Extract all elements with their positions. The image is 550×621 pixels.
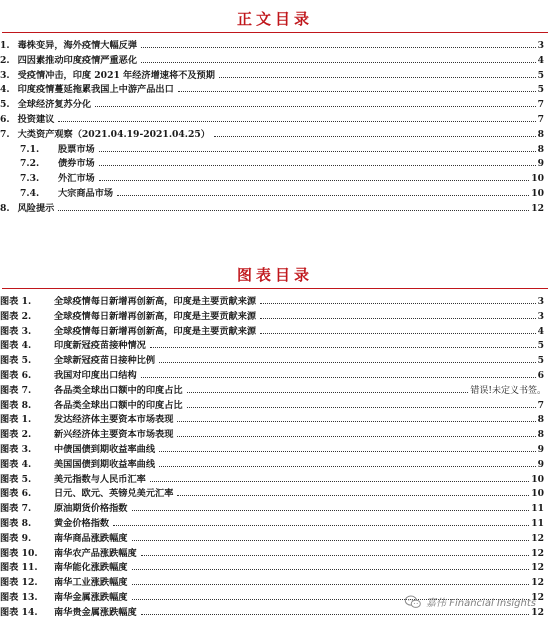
figure-entry-text: 美国国债到期收益率曲线 bbox=[54, 458, 156, 470]
figure-entry-number: 图表 8. bbox=[0, 517, 32, 529]
toc-entry-text: 四因素推动印度疫情严重恶化 bbox=[17, 54, 138, 66]
toc-entry-text: 大宗商品市场 bbox=[58, 187, 114, 199]
figure-entry-text: 中债国债到期收益率曲线 bbox=[54, 443, 156, 455]
figure-entry-page: 3 bbox=[537, 310, 544, 322]
toc-entry[interactable] bbox=[0, 127, 550, 142]
figure-entry-text: 南华能化涨跌幅度 bbox=[54, 562, 128, 574]
toc-entry-number: 7. bbox=[0, 128, 10, 140]
toc-entry-page: 8 bbox=[537, 128, 544, 140]
toc-entry-label bbox=[20, 172, 97, 186]
figure-entry-label bbox=[0, 339, 148, 353]
figure-entry[interactable] bbox=[0, 486, 550, 501]
figure-entry-page: 12 bbox=[531, 532, 544, 544]
figure-entry-text: 全球疫情每日新增再创新高，印度是主要贡献来源 bbox=[54, 310, 257, 322]
dot-leader bbox=[141, 368, 536, 378]
figure-entry[interactable] bbox=[0, 338, 550, 353]
toc-entry-label bbox=[0, 39, 139, 53]
toc-entry[interactable] bbox=[0, 186, 550, 201]
toc-entry-number: 2. bbox=[0, 54, 10, 66]
figure-entry-label bbox=[0, 384, 185, 398]
toc-entry-page: 3 bbox=[537, 40, 544, 51]
dot-leader bbox=[117, 186, 529, 196]
figure-entry-number: 图表 8. bbox=[0, 399, 32, 411]
figure-entry-label bbox=[0, 413, 175, 427]
dot-leader bbox=[260, 309, 535, 319]
toc-entry-page: 12 bbox=[531, 202, 544, 214]
toc-entry[interactable] bbox=[0, 156, 550, 171]
dot-leader bbox=[177, 486, 529, 496]
figure-entry-label bbox=[0, 591, 130, 605]
toc-entry-number: 7.2. bbox=[20, 158, 40, 170]
figure-entry-number: 图表 11. bbox=[0, 562, 38, 574]
bookmark-error-note: 错误!未定义书签。 bbox=[470, 385, 546, 396]
toc-entry-number: 5. bbox=[0, 99, 10, 111]
figure-entry-number: 图表 5. bbox=[0, 355, 32, 367]
dot-leader bbox=[150, 472, 529, 482]
figure-entry-label bbox=[0, 310, 258, 324]
figure-entry-label bbox=[0, 487, 175, 501]
figure-entry-label bbox=[0, 369, 139, 383]
toc-entry-text: 风险提示 bbox=[17, 202, 55, 214]
dot-leader bbox=[141, 53, 536, 63]
figure-entry-number: 图表 2. bbox=[0, 429, 32, 441]
dot-leader bbox=[58, 201, 529, 211]
dot-leader bbox=[99, 142, 536, 152]
figure-entry-number: 图表 1. bbox=[0, 414, 32, 426]
figure-entry-page: 8 bbox=[537, 414, 544, 426]
toc-entry-page: 5 bbox=[537, 84, 544, 96]
figure-entry-page: 12 bbox=[531, 606, 544, 618]
figure-entry-page: 12 bbox=[531, 577, 544, 589]
figure-entry-page: 6 bbox=[537, 369, 544, 381]
toc-entry[interactable] bbox=[0, 68, 550, 83]
toc-entry-label bbox=[0, 202, 56, 216]
dot-leader bbox=[150, 338, 536, 348]
figure-entry-page: 5 bbox=[537, 355, 544, 367]
figure-entry-label bbox=[0, 354, 157, 368]
figure-entry[interactable] bbox=[0, 457, 550, 472]
dot-leader bbox=[132, 501, 530, 511]
figure-entry-number: 图表 14. bbox=[0, 606, 38, 618]
toc-entry-text: 外汇市场 bbox=[58, 173, 95, 185]
dot-leader bbox=[187, 398, 536, 408]
toc-entry[interactable] bbox=[0, 142, 550, 157]
figure-entry[interactable] bbox=[0, 353, 550, 368]
figure-entry-text: 全球疫情每日新增再创新高，印度是主要贡献来源 bbox=[54, 296, 257, 307]
figure-entry-text: 各品类全球出口额中的印度占比 bbox=[54, 384, 183, 396]
toc-entry[interactable] bbox=[0, 82, 550, 97]
figure-entry[interactable] bbox=[0, 309, 550, 324]
figure-entry-number: 图表 1. bbox=[0, 296, 32, 307]
figure-entry-label bbox=[0, 458, 157, 472]
figure-entry-page: 7 bbox=[537, 399, 544, 411]
dot-leader bbox=[219, 68, 536, 78]
figure-entry-text: 南华工业涨跌幅度 bbox=[54, 577, 128, 589]
dot-leader bbox=[99, 171, 529, 181]
figure-entry[interactable] bbox=[0, 294, 550, 309]
figure-entry-text: 美元指数与人民币汇率 bbox=[54, 473, 146, 485]
toc-entry-label bbox=[0, 113, 56, 127]
figure-entry-text: 南华商品涨跌幅度 bbox=[54, 532, 128, 544]
figure-entry-number: 图表 9. bbox=[0, 532, 32, 544]
dot-leader bbox=[159, 457, 536, 467]
figure-entry-page: 4 bbox=[537, 325, 544, 337]
toc-entry-label bbox=[0, 128, 212, 142]
figure-entry-text: 全球新冠疫苗日接种比例 bbox=[54, 355, 156, 367]
figure-entry-page: 12 bbox=[531, 547, 544, 559]
toc-entry[interactable] bbox=[0, 171, 550, 186]
figure-entry[interactable] bbox=[0, 383, 550, 398]
figure-entry-label bbox=[0, 606, 139, 620]
toc-entry-number: 1. bbox=[0, 40, 10, 51]
toc-entry-page: 7 bbox=[537, 113, 544, 125]
figure-entry-number: 图表 4. bbox=[0, 340, 32, 352]
toc-entry-label bbox=[0, 54, 139, 68]
toc-entry-page: 7 bbox=[537, 99, 544, 111]
toc-entry-number: 6. bbox=[0, 113, 10, 125]
figure-entry-number: 图表 4. bbox=[0, 458, 32, 470]
figure-entry-label bbox=[0, 295, 258, 309]
figure-entry-number: 图表 3. bbox=[0, 443, 32, 455]
figure-entry-number: 图表 10. bbox=[0, 547, 38, 559]
toc-entry-page: 8 bbox=[537, 143, 544, 155]
figure-entry-page: 12 bbox=[531, 591, 544, 603]
figure-entry[interactable] bbox=[0, 560, 550, 575]
figure-entry-text: 印度新冠疫苗接种情况 bbox=[54, 340, 146, 352]
toc-entry-number: 7.4. bbox=[20, 187, 40, 199]
toc-entry-label bbox=[20, 157, 97, 171]
toc-entry-text: 全球经济复苏分化 bbox=[17, 99, 92, 111]
toc-entry-text: 受疫情冲击，印度 2021 年经济增速将不及预期 bbox=[17, 69, 215, 81]
figure-entry-page: 12 bbox=[531, 562, 544, 574]
figure-entry-number: 图表 2. bbox=[0, 310, 32, 322]
figure-entry-page: 3 bbox=[537, 296, 544, 307]
figure-entry-page: 9 bbox=[537, 458, 544, 470]
figure-entry-number: 图表 5. bbox=[0, 473, 32, 485]
dot-leader bbox=[177, 427, 535, 437]
figure-entry-label bbox=[0, 547, 139, 561]
figure-entry-label bbox=[0, 473, 148, 487]
toc-entry-label bbox=[0, 69, 217, 83]
figure-entry-page: 10 bbox=[531, 488, 544, 500]
toc-entry-number: 7.3. bbox=[20, 173, 40, 185]
figure-entry-label bbox=[0, 517, 111, 531]
toc-entry-number: 4. bbox=[0, 84, 10, 96]
toc-entry-label bbox=[20, 143, 97, 157]
dot-leader bbox=[95, 97, 536, 107]
figure-entry[interactable] bbox=[0, 575, 550, 590]
dot-leader bbox=[159, 353, 536, 363]
watermark-text: 嘉伟 Financial Insights bbox=[426, 598, 536, 609]
toc-entry-text: 股票市场 bbox=[58, 143, 95, 155]
figure-entry-page: 5 bbox=[537, 340, 544, 352]
toc-title: 正文目录 bbox=[236, 10, 313, 28]
figure-entry[interactable] bbox=[0, 546, 550, 561]
figure-entry-number: 图表 6. bbox=[0, 488, 32, 500]
wechat-icon bbox=[404, 595, 422, 609]
toc-entry-page: 5 bbox=[537, 69, 544, 81]
toc-entry-text: 毒株变异，海外疫情大幅反弹 bbox=[17, 40, 138, 51]
dot-leader bbox=[141, 546, 530, 556]
toc-entry-number: 8. bbox=[0, 202, 10, 214]
toc-list bbox=[0, 38, 550, 216]
dot-leader bbox=[187, 383, 469, 393]
toc-entry[interactable] bbox=[0, 97, 550, 112]
figure-entry-number: 图表 12. bbox=[0, 577, 38, 589]
figure-entry-text: 我国对印度出口结构 bbox=[54, 369, 137, 381]
figure-entry[interactable] bbox=[0, 427, 550, 442]
toc-entry[interactable] bbox=[0, 38, 550, 53]
dot-leader bbox=[177, 412, 535, 422]
toc-entry-page: 10 bbox=[531, 173, 544, 185]
dot-leader bbox=[159, 442, 536, 452]
toc-divider bbox=[2, 32, 548, 33]
figure-entry-label bbox=[0, 443, 157, 457]
dot-leader bbox=[260, 324, 535, 334]
dot-leader bbox=[132, 575, 530, 585]
figure-entry-number: 图表 7. bbox=[0, 503, 32, 515]
figure-entry[interactable] bbox=[0, 412, 550, 427]
toc-entry[interactable] bbox=[0, 201, 550, 216]
toc-entry-text: 投资建议 bbox=[17, 113, 55, 125]
toc-entry-number: 3. bbox=[0, 69, 10, 81]
figure-entry-text: 各品类全球出口额中的印度占比 bbox=[54, 399, 183, 411]
figure-entry[interactable] bbox=[0, 368, 550, 383]
dot-leader bbox=[132, 531, 530, 541]
dot-leader bbox=[260, 294, 535, 304]
dot-leader bbox=[214, 127, 536, 137]
figure-entry-text: 南华农产品涨跌幅度 bbox=[54, 547, 137, 559]
figure-entry-text: 南华金属涨跌幅度 bbox=[54, 591, 128, 603]
figure-entry-label bbox=[0, 399, 185, 413]
figure-entry-label bbox=[0, 325, 258, 339]
dot-leader bbox=[178, 82, 536, 92]
figure-entry-text: 新兴经济体主要资本市场表现 bbox=[54, 429, 174, 441]
dot-leader bbox=[141, 38, 536, 48]
dot-leader bbox=[58, 112, 535, 122]
figure-entry-number: 图表 13. bbox=[0, 591, 38, 603]
dot-leader bbox=[113, 516, 529, 526]
figure-entry-page: 10 bbox=[531, 473, 544, 485]
figure-entry-page: 11 bbox=[531, 503, 544, 515]
figures-divider bbox=[2, 288, 548, 289]
figure-entry-label bbox=[0, 576, 130, 590]
figure-entry-label bbox=[0, 561, 130, 575]
figure-entry-text: 日元、欧元、英镑兑美元汇率 bbox=[54, 488, 174, 500]
figure-entry-text: 南华贵金属涨跌幅度 bbox=[54, 606, 137, 618]
toc-entry-page: 10 bbox=[531, 187, 544, 199]
toc-entry-text: 大类资产观察（2021.04.19-2021.04.25） bbox=[17, 128, 210, 140]
dot-leader bbox=[132, 560, 530, 570]
figures-list bbox=[0, 294, 550, 620]
toc-entry[interactable] bbox=[0, 53, 550, 68]
figure-entry-label bbox=[0, 532, 130, 546]
toc-entry-label bbox=[20, 187, 115, 201]
toc-entry[interactable] bbox=[0, 112, 550, 127]
toc-entry-label bbox=[0, 83, 176, 97]
figure-entry[interactable] bbox=[0, 442, 550, 457]
figures-title: 图表目录 bbox=[236, 266, 313, 284]
figure-entry[interactable] bbox=[0, 501, 550, 516]
figure-entry-page: 11 bbox=[531, 517, 544, 529]
figure-entry[interactable] bbox=[0, 472, 550, 487]
figure-entry-number: 图表 7. bbox=[0, 384, 32, 396]
figure-entry-text: 发达经济体主要资本市场表现 bbox=[54, 414, 174, 426]
figure-entry-text: 黄金价格指数 bbox=[54, 517, 110, 529]
toc-entry-number: 7.1. bbox=[20, 143, 40, 155]
figure-entry-label bbox=[0, 502, 130, 516]
toc-entry-text: 印度疫情蔓延拖累我国上中游产品出口 bbox=[17, 84, 174, 96]
figure-entry-text: 原油期货价格指数 bbox=[54, 503, 128, 515]
toc-entry-text: 债券市场 bbox=[58, 158, 95, 170]
figure-entry-number: 图表 6. bbox=[0, 369, 32, 381]
figure-entry[interactable] bbox=[0, 398, 550, 413]
figure-entry[interactable] bbox=[0, 516, 550, 531]
figure-entry-page: 9 bbox=[537, 443, 544, 455]
figure-entry-number: 图表 3. bbox=[0, 325, 32, 337]
figure-entry[interactable] bbox=[0, 531, 550, 546]
figure-entry[interactable] bbox=[0, 324, 550, 339]
toc-entry-page: 4 bbox=[537, 54, 544, 66]
watermark bbox=[404, 594, 536, 609]
toc-entry-label bbox=[0, 98, 93, 112]
figure-entry-page: 8 bbox=[537, 429, 544, 441]
toc-entry-page: 9 bbox=[537, 158, 544, 170]
figure-entry-label bbox=[0, 428, 175, 442]
dot-leader bbox=[99, 156, 536, 166]
figure-entry-text: 全球疫情每日新增再创新高，印度是主要贡献来源 bbox=[54, 325, 257, 337]
